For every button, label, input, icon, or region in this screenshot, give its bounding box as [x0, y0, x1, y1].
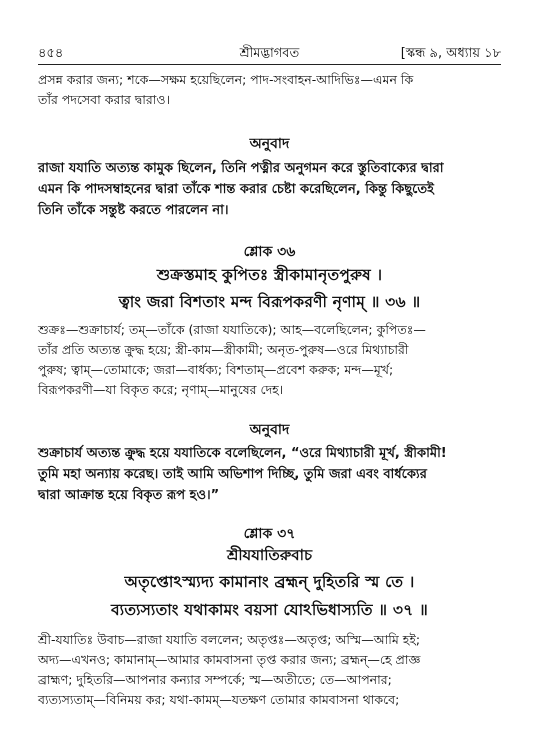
shloka-heading: শ্লোক ৩৬ — [243, 244, 296, 260]
text-line: তুমি মহা অন্যায় করেছ। তাই আমি অভিশাপ দিচ্ছি, তুমি জরা এবং বার্ধক্যের — [38, 467, 427, 482]
text-line: ব্যত্যস্যতাম্‌—বিনিময় কর; যথা-কামম্‌—যতক্ষণ তোমার কামবাসনা থাকবে; — [38, 692, 400, 707]
text-line: শ্রী-যযাতিঃ উবাচ—রাজা যযাতি বললেন; অতৃপ্তঃ—অতৃপ্ত; অস্মি—আমি হই; — [38, 632, 421, 647]
text-line: বিরূপকরণী—যা বিকৃত করে; নৃণাম্‌—মানুষের দেহ। — [38, 382, 284, 397]
translation-heading: অনুবাদ — [249, 422, 290, 438]
text-line: পুরুষ; ত্বাম্‌—তোমাকে; জরা—বার্ধক্য; বিশতাম্‌—প্রবেশ করুক; মন্দ—মূর্খ; — [38, 362, 394, 377]
header-rule — [38, 64, 501, 65]
verse-line: শুক্রস্তমাহ কুপিতঃ স্ত্রীকামানৃতপুরুষ । — [156, 266, 383, 284]
text-line: শুক্রাচার্য অত্যন্ত ক্রুদ্ধ হয়ে যযাতিকে বলেছিলেন, “ওরে মিথ্যাচারী মূর্খ, স্ত্রীকামী! — [38, 446, 447, 461]
text-line: এমন কি পাদসম্বাহনের দ্বারা তাঁকে শান্ত করার চেষ্টা করেছিলেন, কিন্তু কিছুতেই — [38, 182, 434, 197]
verse-line: ব্যত্যস্যতাং যথাকামং বয়সা যোঽভিধাস্যতি ॥ ৩৭ ॥ — [111, 601, 428, 619]
page-header — [38, 44, 501, 64]
synonyms-paragraph — [38, 630, 501, 710]
verse-line: অতৃপ্তোঽস্ম্যদ্য কামানাং ব্রহ্মন্‌ দুহিতরি স্ম তে । — [124, 573, 415, 591]
text-line: ব্রাহ্মণ; দুহিতরি—আপনার কন্যার সম্পর্কে; স্ম—অতীতে; তে—আপনার; — [38, 672, 392, 687]
text-line: তাঁর প্রতি অত্যন্ত ক্রুদ্ধ হয়ে; স্ত্রী-কাম—স্ত্রীকামী; অনৃত-পুরুষ—ওরে মিথ্যাচারী — [38, 342, 409, 357]
translation-heading: অনুবাদ — [249, 136, 290, 152]
chapter-reference: [স্কন্ধ ৯, অধ্যায় ১৮ — [400, 46, 501, 61]
translation-paragraph — [38, 158, 501, 221]
page-number: ৪৫৪ — [38, 46, 64, 61]
text-line: রাজা যযাতি অত্যন্ত কামুক ছিলেন, তিনি পত্নীর অনুগমন করে স্তুতিবাক্যের দ্বারা — [38, 161, 444, 176]
text-line: প্রসন্ন করার জন্য; শকে—সক্ষম হয়েছিলেন; পাদ-সংবাহন-আদিভিঃ—এমন কি — [38, 72, 414, 87]
verse-line: ত্বাং জরা বিশতাং মন্দ বিরূপকরণী নৃণাম্‌ ॥ ৩৬ ॥ — [118, 293, 421, 311]
synonyms-paragraph — [38, 320, 501, 400]
verse-speaker: শ্রীযযাতিরুবাচ — [226, 546, 313, 564]
synonyms-continued — [38, 70, 501, 110]
shloka-heading: শ্লোক ৩৭ — [243, 526, 296, 542]
text-line: শুক্রঃ—শুক্রাচার্য; তম্‌—তাঁকে (রাজা যযাতিকে); আহ—বলেছিলেন; কুপিতঃ— — [38, 322, 426, 337]
book-title: শ্রীমদ্ভাগবত — [239, 46, 300, 61]
text-line: অদ্য—এখনও; কামানাম্‌—আমার কামবাসনা তৃপ্ত করার জন্য; ব্রহ্মন্‌—হে প্রাজ্ঞ — [38, 652, 421, 667]
text-line: দ্বারা আক্রান্ত হয়ে বিকৃত রূপ হও।” — [38, 488, 220, 503]
text-line: তাঁর পদসেবা করার দ্বারাও। — [38, 92, 171, 107]
translation-paragraph — [38, 443, 501, 506]
text-line: তিনি তাঁকে সন্তুষ্ট করতে পারলেন না। — [38, 203, 229, 218]
